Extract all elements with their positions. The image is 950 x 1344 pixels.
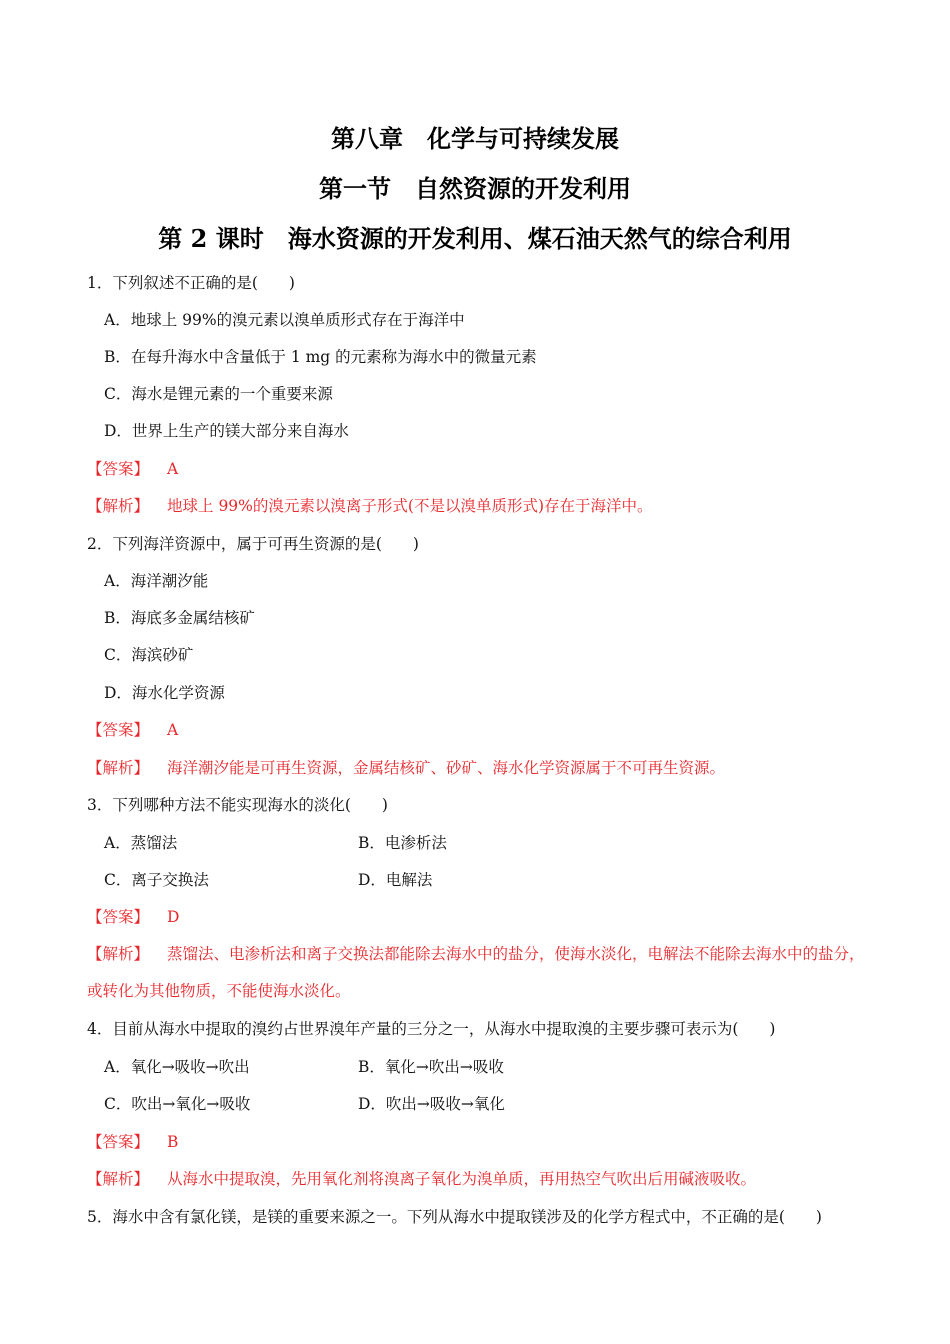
analysis-label: 【解析】 — [87, 497, 150, 515]
analysis-text: 从海水中提取溴，先用氧化剂将溴离子氧化为溴单质，再用热空气吹出后用碱液吸收。 — [167, 1170, 757, 1188]
question-2-answer — [87, 719, 178, 741]
question-1-option-c: C．海水是锂元素的一个重要来源 — [104, 385, 333, 403]
question-4-stem: 4．目前从海水中提取的溴约占世界溴年产量的三分之一，从海水中提取溴的主要步骤可表示为( ) — [87, 1020, 776, 1038]
section-title: 第一节 自然资源的开发利用 — [319, 174, 631, 203]
analysis-text: 地球上 99%的溴元素以溴离子形式(不是以溴单质形式)存在于海洋中。 — [167, 497, 653, 515]
question-4-analysis — [87, 1168, 756, 1190]
answer-label: 【答案】 — [87, 908, 150, 926]
question-4-option-d: D．吹出→吸收→氧化 — [358, 1095, 505, 1113]
question-1-option-b: B．在每升海水中含量低于 1 mg 的元素称为海水中的微量元素 — [104, 348, 537, 366]
question-1-analysis — [87, 495, 653, 517]
question-2-option-a: A．海洋潮汐能 — [104, 572, 209, 590]
question-2-option-b: B．海底多金属结核矿 — [104, 609, 255, 627]
analysis-label: 【解析】 — [87, 945, 150, 963]
question-4-option-c: C．吹出→氧化→吸收 — [104, 1095, 251, 1113]
question-3-option-d: D．电解法 — [358, 871, 433, 889]
answer-label: 【答案】 — [87, 1133, 150, 1151]
question-2-analysis — [87, 757, 725, 779]
analysis-label: 【解析】 — [87, 1170, 150, 1188]
question-2-option-c: C．海滨砂矿 — [104, 646, 194, 664]
question-3-analysis — [87, 936, 877, 1010]
question-4-answer — [87, 1131, 178, 1153]
answer-label: 【答案】 — [87, 721, 150, 739]
question-3-answer — [87, 906, 179, 928]
question-4-option-b: B．氧化→吹出→吸收 — [358, 1058, 504, 1076]
lesson-title: 第 2 课时 海水资源的开发利用、煤石油天然气的综合利用 — [158, 224, 792, 253]
question-4-option-a: A．氧化→吸收→吹出 — [104, 1058, 250, 1076]
answer-value: A — [167, 460, 179, 478]
answer-value: B — [167, 1133, 179, 1151]
question-1-stem: 1．下列叙述不正确的是( ) — [87, 274, 295, 292]
answer-label: 【答案】 — [87, 460, 150, 478]
question-3-option-c: C．离子交换法 — [104, 871, 209, 889]
question-3-option-a: A．蒸馏法 — [104, 834, 178, 852]
question-1-option-d: D．世界上生产的镁大部分来自海水 — [104, 422, 349, 440]
question-1-answer — [87, 458, 178, 480]
analysis-text: 蒸馏法、电渗析法和离子交换法都能除去海水中的盐分，使海水淡化，电解法不能除去海水中的盐分，或转化为其他物质，不能使海水淡化。 — [87, 945, 865, 1000]
question-1-option-a: A．地球上 99%的溴元素以溴单质形式存在于海洋中 — [104, 311, 465, 329]
answer-value: A — [167, 721, 179, 739]
question-2-option-d: D．海水化学资源 — [104, 684, 225, 702]
question-3-stem: 3．下列哪种方法不能实现海水的淡化( ) — [87, 796, 388, 814]
question-5-stem: 5．海水中含有氯化镁，是镁的重要来源之一。下列从海水中提取镁涉及的化学方程式中，不正确的是( ) — [87, 1208, 822, 1226]
question-2-stem: 2．下列海洋资源中，属于可再生资源的是( ) — [87, 535, 419, 553]
chapter-title: 第八章 化学与可持续发展 — [331, 124, 619, 153]
question-3-option-b: B．电渗析法 — [358, 834, 447, 852]
analysis-text: 海洋潮汐能是可再生资源，金属结核矿、砂矿、海水化学资源属于不可再生资源。 — [167, 759, 726, 777]
answer-value: D — [167, 908, 180, 926]
analysis-label: 【解析】 — [87, 759, 150, 777]
